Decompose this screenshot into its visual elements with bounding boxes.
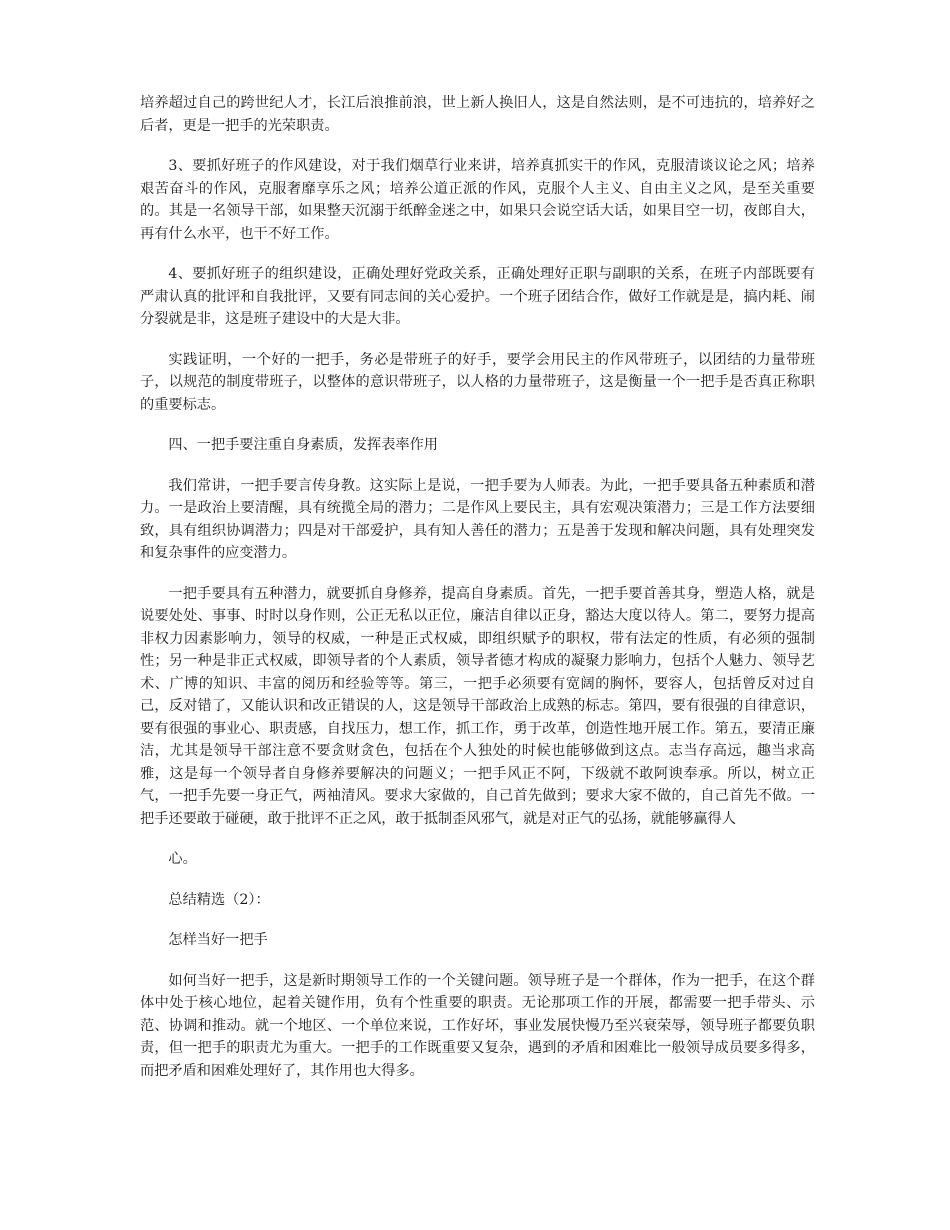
paragraph-how-to-lead: 如何当好一把手，这是新时期领导工作的一个关键问题。领导班子是一个群体，作为一把手，在这个群体中处于核心地位，起着关键作用，负有个性重要的职责。无论那项工作的开展，都需要一把手带头、示范、协调和推动。就一个地区、一个单位来说，工作好坏，事业发展快慢乃至兴衰荣辱，领导班子都要负职责，但一把手的职责尤为重大。一把手的工作既重要又复杂，遇到的矛盾和困难比一般领导成员要多得多，而把矛盾和困难处理好了，其作用也大得多。 (140, 972, 815, 1079)
document-body (140, 92, 815, 1100)
paragraph-organization: 4、要抓好班子的组织建设，正确处理好党政关系，正确处理好正职与副职的关系，在班子内部既要有严肃认真的批评和自我批评，又要有同志间的关心爱护。一个班子团结合作，做好工作就是是，搞内耗、闹分裂就是非，这是班子建设中的大是大非。 (140, 266, 815, 327)
article-title: 怎样当好一把手 (168, 932, 268, 948)
summary-label: 总结精选（2）： (168, 891, 270, 908)
paragraph-talent-cultivation: 培养超过自己的跨世纪人才，长江后浪推前浪，世上新人换旧人，这是自然法则，是不可违抗的，培养好之后者，更是一把手的光荣职责。 (140, 95, 815, 134)
paragraph-self-cultivation: 一把手要具有五种潜力，就要抓自身修养，提高自身素质。首先，一把手要首善其身，塑造人格，就是说要处处、事事、时时以身作则，公正无私以正位，廉洁自律以正身，豁达大度以待人。第二，要努力提高非权力因素影响力，领导的权威，一种是正式权威，即组织赋予的职权，带有法定的性质，有必须的强制性；另一种是非正式权威，即领导者的个人素质，领导者德才构成的凝聚力影响力，包括个人魅力、领导艺术、广博的知识、丰富的阅历和经验等等。第三，一把手必须要有宽阔的胸怀，要容人，包括曾反对过自己，反对错了，又能认识和改正错误的人，这是领导干部政治上成熟的标志。第四，要有很强的自律意识，要有很强的事业心、职责感，自找压力，想工作，抓工作，勇于改革，创造性地开展工作。第五，要清正廉洁，尤其是领导干部注意不要贪财贪色，包括在个人独处的时候也能够做到这点。志当存高远，趣当求高雅，这是每一个领导者自身修养要解决的问题义；一把手风正不阿，下级就不敢阿谀奉承。所以，树立正气，一把手先要一身正气，两袖清风。要求大家做的，自己首先做到；要求大家不做的，自己首先不做。一把手还要敢于碰硬，敢于批评不正之风，敢于抵制歪风邪气，就是对正气的弘扬，就能够赢得人 (140, 585, 815, 827)
section-heading-four: 四、一把手要注重自身素质，发挥表率作用 (168, 437, 438, 453)
paragraph-work-style: 3、要抓好班子的作风建设，对于我们烟草行业来讲，培养真抓实干的作风，克服清谈议论之风；培养艰苦奋斗的作风，克服奢靡享乐之风；培养公道正派的作风，克服个人主义、自由主义之风，是至关重要的。其是一名领导干部，如果整天沉溺于纸醉金迷之中，如果只会说空话大话，如果目空一切，夜郎自大，再有什么水平，也干不好工作。 (140, 158, 815, 242)
paragraph-practice-proves: 实践证明，一个好的一把手，务必是带班子的好手，要学会用民主的作风带班子，以团结的力量带班子，以规范的制度带班子，以整体的意识带班子，以人格的力量带班子，这是衡量一个一把手是否真正称职的重要标志。 (140, 351, 815, 413)
paragraph-five-qualities: 我们常讲，一把手要言传身教。这实际上是说，一把手要为人师表。为此，一把手要具备五种素质和潜力。一是政治上要清醒，具有统揽全局的潜力；二是作风上要民主，具有宏观决策潜力；三是工作方法要细致，具有组织协调潜力；四是对干部爱护，具有知人善任的潜力；五是善于发现和解决问题，具有处理突发和复杂事件的应变潜力。 (140, 477, 815, 561)
paragraph-continuation: 心。 (168, 851, 197, 867)
